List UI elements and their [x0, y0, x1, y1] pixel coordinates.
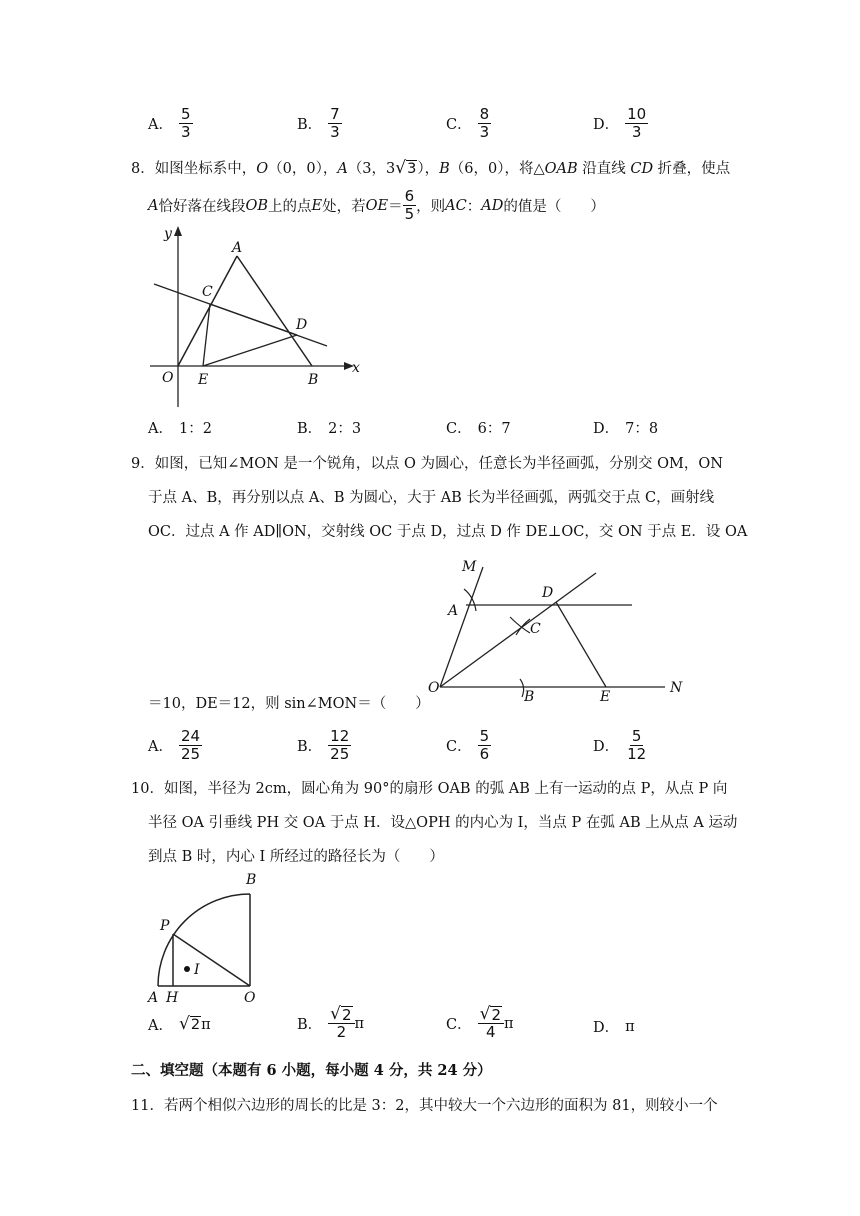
- q9-option-c: C． $\frac{5}{6}$: [446, 727, 490, 763]
- label-d: D: [296, 317, 308, 333]
- label-a: A: [148, 990, 159, 1006]
- q10-option-d: D． π: [593, 1018, 635, 1036]
- fraction: $\frac{5}{12}$: [627, 727, 647, 763]
- q8-option-b: B． 2：3: [297, 421, 362, 437]
- label-n: N: [670, 680, 683, 696]
- q10-option-c: C． √ 2 4 π: [446, 1004, 514, 1041]
- label-c: C: [202, 284, 213, 300]
- label-x: x: [352, 360, 360, 376]
- label-e: E: [198, 372, 209, 388]
- sqrt: √ 2: [479, 1004, 501, 1024]
- fraction: $\frac{12}{25}$: [330, 727, 350, 763]
- q10-figure: [140, 866, 270, 1006]
- q9-option-d: D． $\frac{5}{12}$: [593, 727, 647, 763]
- q9-option-b: B． $\frac{12}{25}$: [297, 727, 350, 763]
- q7-option-c: C． $\frac{8}{3}$: [446, 105, 490, 141]
- fraction: $\frac{6}{5}$: [404, 187, 415, 223]
- label-p: P: [160, 918, 170, 934]
- q9-line-1: 9．如图，已知∠MON 是一个锐角，以点 O 为圆心，任意长为半径画弧，分别交 OM，ON: [131, 456, 723, 472]
- q10-line-3: 到点 B 时，内心 I 所经过的路径长为（ ）: [148, 849, 444, 865]
- label-m: M: [462, 559, 477, 575]
- q10-line-1: 10．如图，半径为 2cm，圆心角为 90°的扇形 OAB 的弧 AB 上有一运动的点 P，从点 P 向: [131, 781, 728, 797]
- section-2-title: 二、填空题（本题有 6 小题，每小题 4 分，共 24 分）: [131, 1062, 492, 1079]
- fraction: $\frac{5}{6}$: [479, 727, 490, 763]
- q8-option-d: D． 7：8: [593, 421, 659, 437]
- label-d: D: [542, 585, 554, 601]
- q9-line-4: ＝10，DE＝12，则 sin∠MON＝（ ）: [148, 696, 430, 712]
- label-o: O: [244, 990, 256, 1006]
- q8-figure: [140, 222, 370, 412]
- fraction: $\frac{10}{3}$: [627, 105, 647, 141]
- label-a: A: [232, 240, 243, 256]
- fraction: $\frac{8}{3}$: [479, 105, 490, 141]
- q9-figure: [420, 555, 690, 705]
- q11-line-1: 11．若两个相似六边形的周长的比是 3：2，其中较大一个六边形的面积为 81，则较小一个: [131, 1098, 718, 1114]
- q9-line-3: OC．过点 A 作 AD∥ON，交射线 OC 于点 D，过点 D 作 DE⊥OC，交 ON 于点 E．设 OA: [148, 524, 748, 540]
- label-e: E: [600, 689, 611, 705]
- sqrt: √ 2: [178, 1014, 201, 1034]
- q9-line-2: 于点 A、B，再分别以点 A、B 为圆心，大于 AB 长为半径画弧，两弧交于点 C，画射线: [148, 490, 715, 506]
- sqrt: √ 3: [395, 158, 417, 178]
- label-b: B: [308, 372, 319, 388]
- q10-line-2: 半径 OA 引垂线 PH 交 OA 于点 H．设△OPH 的内心为 I，当点 P 在弧 AB 上从点 A 运动: [148, 815, 738, 831]
- label-b: B: [246, 872, 257, 888]
- q10-option-a: A． √ 2 π: [148, 1014, 211, 1034]
- label-o: O: [428, 680, 440, 696]
- fraction: √ 2 2: [328, 1006, 354, 1041]
- q8-option-c: C． 6：7: [446, 421, 511, 437]
- q9-option-a: A． $\frac{24}{25}$: [148, 727, 201, 763]
- fraction: $\frac{7}{3}$: [330, 105, 340, 141]
- label-i: I: [194, 962, 200, 978]
- q7-option-a: A． $\frac{5}{3}$: [148, 105, 191, 141]
- label-o: O: [162, 370, 174, 386]
- q10-option-b: B． √ 2 2 π: [297, 1004, 365, 1041]
- label-y: y: [164, 226, 172, 242]
- q7-option-d: D． $\frac{10}{3}$: [593, 105, 647, 141]
- incenter-dot: [184, 966, 190, 972]
- q8-line-1: 8．如图坐标系中，O（0，0），A（3，3 √ 3 ），B（6，0），将△OAB 沿直线 CD 折叠，使点: [131, 158, 731, 178]
- label-b: B: [524, 689, 535, 705]
- q8-line-2: A 恰好落在线段 OB 上的点 E 处，若 OE ＝ $\frac{6}{5}$ ，则 AC ： AD 的值是（ ）: [148, 187, 605, 223]
- sqrt: √ 2: [330, 1004, 352, 1024]
- label-h: H: [166, 990, 179, 1006]
- label-a: A: [448, 603, 459, 619]
- fraction: $\frac{24}{25}$: [180, 727, 201, 763]
- q7-option-b: B． $\frac{7}{3}$: [297, 105, 340, 141]
- label-c: C: [530, 621, 541, 637]
- q8-option-a: A． 1：2: [148, 421, 212, 437]
- fraction: √ 2 4: [478, 1006, 504, 1041]
- fraction: $\frac{5}{3}$: [180, 105, 191, 141]
